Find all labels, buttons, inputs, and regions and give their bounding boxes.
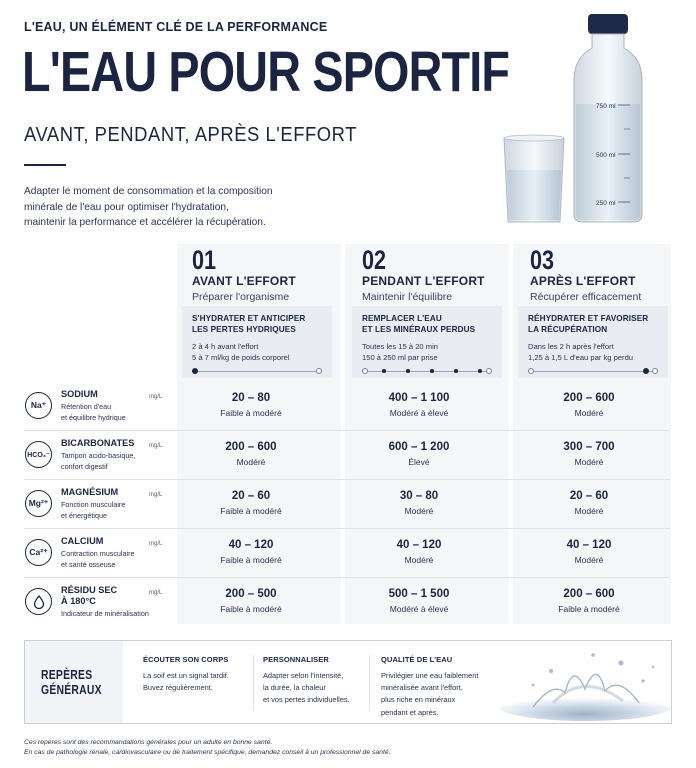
bottle-icon [574,14,642,222]
value-cell-before: 40 – 120 Faible à modéré [220,539,282,565]
tip-box-during [352,306,502,378]
mineral-row-magnesium [0,484,696,533]
column-subtitle: Préparer l'organisme [192,291,290,303]
mineral-row-sodium [0,386,696,435]
mineral-description: Fonction musculaire et énergétique [61,500,126,520]
water-bottle-illustration [490,8,660,230]
magnesium-icon: Mg²⁺ [25,490,52,517]
column-subtitle: Récupérer efficacement [530,291,642,303]
unit-label: mg/L [149,492,163,498]
tip-box-before [182,306,332,378]
tip-title: RÉHYDRATER ET FAVORISER LA RÉCUPÉRATION [528,314,649,334]
unit-label: mg/L [149,394,163,400]
timeline-track [362,371,492,372]
bicarbonate-icon: HCO₃⁻ [25,441,52,468]
value-cell-before: 200 – 500 Faible à modéré [220,588,282,614]
value-cell-after: 20 – 60 Modéré [569,490,609,516]
timeline-marker [406,369,410,373]
mineral-name: MAGNÉSIUM [61,487,119,497]
disclaimer: Ces repères sont des recommandations générales pour un adulte en bonne santé. En cas de pathologie rénale, cardiovasculaire ou de traitement spécifique, demandez conseil à un professionnel de santé. [24,739,391,756]
value-cell-during: 400 – 1 100 Modéré à élevé [388,392,450,418]
glass-icon [504,135,564,222]
mineral-row-bicarbonates [0,435,696,484]
intro-text: Adapter le moment de consommation et la composition minérale de l'eau pour optimiser l'hydratation, maintenir la performance et accélérer la récupération. [24,186,273,228]
timeline-start [528,368,534,374]
mineral-name: BICARBONATES [61,438,135,448]
water-drop-icon [25,588,52,615]
page-title: L'EAU POUR SPORTIF [22,40,510,104]
column-title: PENDANT L'EFFORT [362,274,485,288]
mineral-row-calcium [0,533,696,582]
mineral-row-residue [0,582,696,631]
tip-title: REMPLACER L'EAU ET LES MINÉRAUX PERDUS [362,314,476,334]
guidelines-title-panel [25,641,123,723]
bottle-mark-500: 500 ml [596,152,616,159]
section-divider [369,655,370,711]
timeline-marker [430,369,434,373]
timeline-marker [643,368,649,374]
tip-text: 2 à 4 h avant l'effort 5 à 7 ml/kg de poids corporel [192,342,290,362]
page-subtitle: AVANT, PENDANT, APRÈS L'EFFORT [24,124,357,146]
column-header-before [192,246,342,303]
timeline-end [316,368,322,374]
value-cell-during: 30 – 80 Modéré [399,490,439,516]
mineral-name: CALCIUM [61,536,104,546]
calcium-icon: Ca²⁺ [25,539,52,566]
timeline-marker [478,369,482,373]
timeline-end [486,368,492,374]
value-cell-after: 300 – 700 Modéré [563,441,615,467]
mineral-description: Tampon acido-basique, confort digestif [61,451,136,471]
title-divider [24,164,66,166]
timeline-end [652,368,658,374]
value-cell-after: 40 – 120 Modéré [566,539,612,565]
mineral-description: Indicateur de minéralisation [61,609,149,618]
guidelines-title: REPÈRES GÉNÉRAUX [41,667,102,697]
column-title: AVANT L'EFFORT [192,274,296,288]
unit-label: mg/L [149,541,163,547]
column-header-during [362,246,512,303]
section-divider [253,655,254,711]
column-title: APRÈS L'EFFORT [530,274,636,288]
column-subtitle: Maintenir l'équilibre [362,291,453,303]
tip-text: Dans les 2 h après l'effort 1,25 à 1,5 L d'eau par kg perdu [528,342,634,362]
column-header-after [530,246,680,303]
guideline-personalize: PERSONNALISER Adapter selon l'intensité, la durée, la chaleur et vos pertes individuelles. [263,655,350,705]
value-cell-before: 200 – 600 Modéré [225,441,277,467]
bottle-mark-750: 750 ml [596,103,616,110]
mineral-name: RÉSIDU SEC À 180°C [61,585,118,606]
value-cell-during: 40 – 120 Modéré [396,539,442,565]
value-cell-during: 500 – 1 500 Modéré à élevé [388,588,450,614]
value-cell-after: 200 – 600 Modéré [563,392,615,418]
mineral-description: Contraction musculaire et santé osseuse [61,549,135,569]
guideline-listen: ÉCOUTER SON CORPS La soif est un signal tardif. Buvez régulièrement. [143,655,229,693]
value-cell-before: 20 – 60 Faible à modéré [220,490,282,516]
value-cell-before: 20 – 80 Faible à modéré [220,392,282,418]
general-guidelines-box [24,640,672,724]
guideline-water-quality: QUALITÉ DE L'EAU Privilégier une eau faiblement minéralisée avant l'effort, plus riche en minéraux pendant et après. [381,655,479,717]
timeline-track [528,371,658,372]
timeline-track [192,371,322,372]
value-cell-during: 600 – 1 200 Élevé [388,441,450,467]
tip-box-after [518,306,668,378]
mineral-name: SODIUM [61,389,98,399]
mineral-description: Rétention d'eau et équilibre hydrique [61,402,126,422]
timeline-marker [454,369,458,373]
unit-label: mg/L [149,590,163,596]
bottle-mark-250: 250 ml [596,200,616,207]
value-cell-after: 200 – 600 Faible à modéré [558,588,620,614]
timeline-start [362,368,368,374]
timeline-marker [192,368,198,374]
tip-text: Toutes les 15 à 20 min 150 à 250 ml par prise [362,342,438,362]
column-number: 03 [530,245,555,275]
column-number: 02 [362,245,387,275]
unit-label: mg/L [149,443,163,449]
kicker: L'EAU, UN ÉLÉMENT CLÉ DE LA PERFORMANCE [24,20,328,34]
column-number: 01 [192,245,217,275]
water-splash-image [493,641,671,723]
sodium-icon: Na⁺ [25,392,52,419]
tip-title: S'HYDRATER ET ANTICIPER LES PERTES HYDRIQUES [192,314,306,334]
timeline-marker [382,369,386,373]
